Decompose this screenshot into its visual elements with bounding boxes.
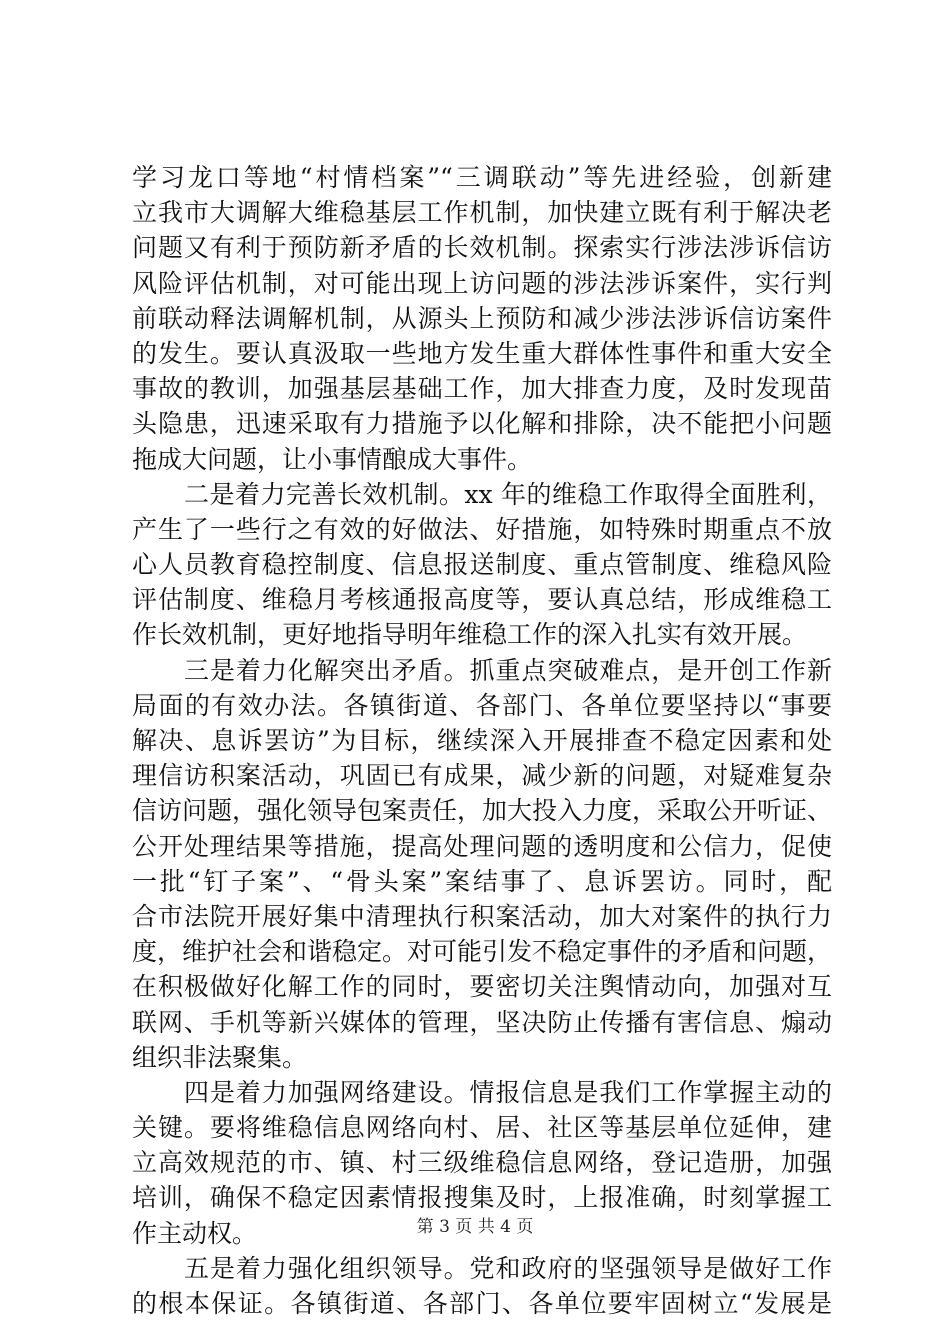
text-line: 立我市大调解大维稳基层工作机制，加快建立既有利于解决老: [132, 198, 832, 228]
text-line: 头隐患，迅速采取有力措施予以化解和排除，决不能把小问题: [132, 409, 832, 439]
text-line: 信访问题，强化领导包案责任，加大投入力度，采取公开听证、: [132, 796, 833, 826]
page-footer: 第 3 页 共 4 页: [416, 1217, 534, 1237]
text-line: 理信访积案活动，巩固已有成果，减少新的问题，对疑难复杂: [132, 761, 832, 791]
text-line: 立高效规范的市、镇、村三级维稳信息网络，登记造册，加强: [132, 1148, 832, 1178]
text-line: 五是着力强化组织领导。党和政府的坚强领导是做好工作: [184, 1253, 832, 1283]
text-line: 公开处理结果等措施，提高处理问题的透明度和公信力，促使: [132, 831, 832, 861]
text-line: 产生了一些行之有效的好做法、好措施，如特殊时期重点不放: [132, 514, 832, 544]
text-line: 解决、息诉罢访”为目标，继续深入开展排查不稳定因素和处: [132, 726, 832, 755]
text-line: 事故的教训，加强基层基础工作，加大排查力度，及时发现苗: [132, 374, 832, 404]
text-line: 培训，确保不稳定因素情报搜集及时，上报准确，时刻掌握工: [132, 1183, 832, 1213]
text-line: 心人员教育稳控制度、信息报送制度、重点管制度、维稳风险: [132, 550, 832, 580]
text-line: 在积极做好化解工作的同时，要密切关注舆情动向，加强对互: [132, 972, 832, 1002]
text-line: 的根本保证。各镇街道、各部门、各单位要牢固树立“发展是: [132, 1289, 832, 1318]
text-line: 前联动释法调解机制，从源头上预防和减少涉法涉诉信访案件: [132, 303, 832, 333]
text-line: 三是着力化解突出矛盾。抓重点突破难点，是开创工作新: [184, 655, 832, 685]
text-line: 四是着力加强网络建设。情报信息是我们工作掌握主动的: [184, 1077, 832, 1107]
text-line: 一批“钉子案”、“骨头案”案结事了、息诉罢访。同时，配: [132, 866, 832, 896]
text-line: 度，维护社会和谐稳定。对可能引发不稳定事件的矛盾和问题，: [132, 937, 833, 967]
text-line: 学习龙口等地“村情档案”“三调联动”等先进经验，创新建: [132, 163, 832, 192]
text-line: 合市法院开展好集中清理执行积案活动，加大对案件的执行力: [132, 901, 832, 931]
text-line: 评估制度、维稳月考核通报高度等，要认真总结，形成维稳工: [132, 585, 832, 615]
text-line: 组织非法聚集。: [132, 1042, 308, 1072]
text-line: 联网、手机等新兴媒体的管理，坚决防止传播有害信息、煽动: [132, 1007, 832, 1037]
text-line: 作长效机制，更好地指导明年维稳工作的深入扎实有效开展。: [132, 620, 808, 650]
text-line: 作主动权。: [132, 1218, 258, 1248]
text-line: 二是着力完善长效机制。xx 年的维稳工作取得全面胜利，: [184, 479, 832, 509]
text-line: 关键。要将维稳信息网络向村、居、社区等基层单位延伸，建: [132, 1113, 832, 1143]
text-line: 拖成大问题，让小事情酿成大事件。: [132, 444, 533, 474]
text-line: 风险评估机制，对可能出现上访问题的涉法涉诉案件，实行判: [132, 268, 832, 298]
text-line: 的发生。要认真汲取一些地方发生重大群体性事件和重大安全: [132, 338, 832, 368]
text-line: 问题又有利于预防新矛盾的长效机制。探索实行涉法涉诉信访: [132, 233, 832, 263]
text-line: 局面的有效办法。各镇街道、各部门、各单位要坚持以“事要: [132, 690, 832, 720]
body-text: [132, 160, 832, 1321]
